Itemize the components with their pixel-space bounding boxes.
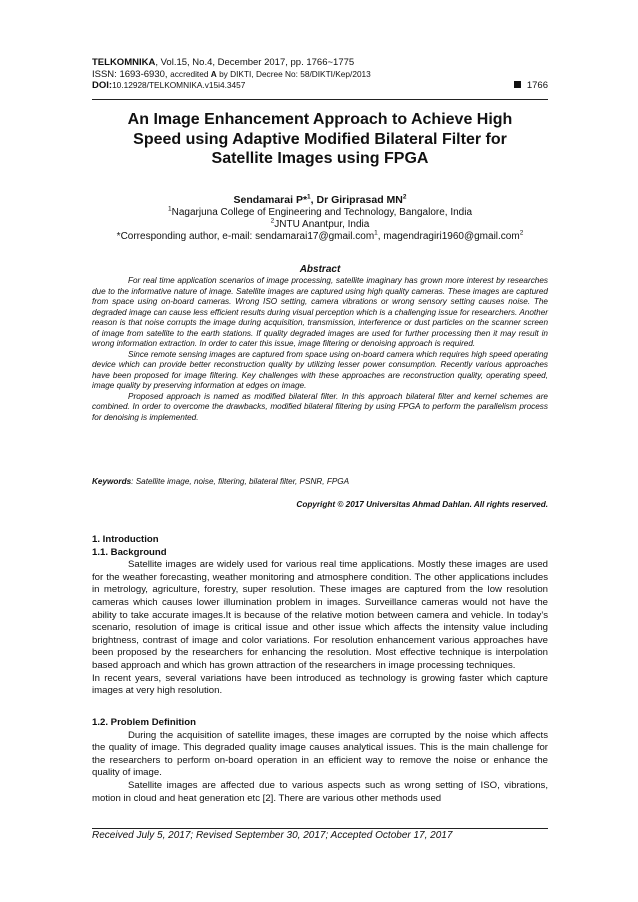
received-dates: Received July 5, 2017; Revised September 30, 2017; Accepted October 17, 2017 [92, 830, 453, 841]
doi-value: 10.12928/TELKOMNIKA.v15i4.3457 [112, 80, 246, 90]
keywords-label: Keywords [92, 477, 132, 486]
abstract-paragraph-2: Since remote sensing images are captured from space using on-board camera which requires high speed operating device which can provide better reconstruction quality by utilizing lesser power consumption. Recently various approaches have been proposed for image filtering. Key challenges with these approaches are reconstruction quality, operating speed, image quality by preserving information at edges on image. [92, 349, 548, 390]
issn: ISSN: 1693-6930, [92, 68, 171, 80]
header-line-1 [92, 57, 548, 69]
header-rule [92, 99, 548, 100]
subsection-heading: 1.2. Problem Definition [92, 717, 196, 728]
keywords-text: : Satellite image, noise, filtering, bilateral filter, PSNR, FPGA [131, 477, 350, 486]
section-heading: 1. Introduction [92, 534, 159, 545]
title-line-3: Satellite Images using FPGA [211, 150, 429, 167]
keywords [92, 477, 548, 486]
author-1: Sendamarai P* [233, 194, 308, 206]
problem-paragraph-2: Satellite images are affected due to various aspects such as wrong setting of ISO, vibrations, motion in cloud and heat generation etc [2]. There are various other methods used [92, 779, 548, 804]
affiliation-1-sup: 1 [167, 205, 172, 213]
affiliation-1-text: Nagarjuna College of Engineering and Technology, Bangalore, India [171, 207, 473, 218]
corresponding-sup-1: 1 [374, 229, 378, 237]
corresponding-sup-2: 2 [519, 229, 524, 237]
page-number: 1766 [526, 80, 548, 91]
subsection-heading: 1.1. Background [92, 546, 167, 558]
accredited-label: accredited [170, 68, 211, 79]
page-number-block [514, 80, 548, 92]
journal-header [92, 57, 548, 92]
copyright: Copyright © 2017 Universitas Ahmad Dahlan. All rights reserved. [296, 500, 548, 509]
abstract-body [92, 276, 548, 423]
dikti-decree: by DIKTI, Decree No: 58/DIKTI/Kep/2013 [216, 68, 371, 79]
header-line-3 [92, 80, 548, 92]
title-line-1: An Image Enhancement Approach to Achieve High [127, 111, 513, 128]
author-block [92, 194, 548, 243]
author-names [92, 194, 548, 206]
doi-label: DOI: [92, 80, 113, 91]
affiliation-2-text: JNTU Anantpur, India [274, 219, 370, 230]
author-2-sup: 2 [402, 193, 407, 201]
problem-paragraph-1: During the acquisition of satellite images, these images are corrupted by the noise which affects the quality of image. This degraded quality image causes analytical issues. This is the main challenge for the researchers to perform on-board operation in an efficient way to remove the noise or enhance the quality of image. [92, 729, 548, 779]
accreditation-grade: A [210, 68, 217, 79]
author-2: , Dr Giriprasad MN [310, 194, 403, 206]
section-introduction [92, 534, 548, 698]
intro-paragraph-1: Satellite images are widely used for various real time applications. Mostly these images are used for the weather forecasting, weather monitoring and atmosphere condition. The other applications includes in metrology, agriculture, forestry, super resolution. These images are captured from the low resolution cameras which causes lower illumination problem in images. Surveillance cameras would not have the ability to take accurate images.It is because of the relative motion between camera and vehicle. In today’s scenario, resolution of image is critical issue and other issue which affects the intensity value including brightness, contrast of image and color variations. For resolution enhancement various approaches have been proposed by the researchers for enhancing the resolution. Most effective technique is interpolation based approach and which has grown attraction of the researchers in image processing techniques. [92, 559, 548, 671]
abstract-paragraph-3: Proposed approach is named as modified bilateral filter. In this approach bilateral filter and kernel schemes are combined. In order to overcome the drawbacks, modified bilateral filtering by using FPGA to perform the parallelism process for denoising is implemented. [92, 391, 548, 422]
paper-title [92, 110, 548, 169]
intro-paragraph-2: In recent years, several variations have been introduced as technology is growing faster which capture images at very high resolution. [92, 672, 548, 697]
journal-name: TELKOMNIKA [92, 57, 156, 68]
section-problem-definition [92, 717, 548, 805]
affiliation-1 [92, 207, 548, 219]
header-line-2 [92, 69, 548, 81]
corresponding-email-2: , magendragiri1960@gmail.com [377, 231, 520, 242]
affiliation-2 [92, 219, 548, 231]
abstract-heading: Abstract [299, 264, 341, 275]
abstract-paragraph-1: For real time application scenarios of image processing, satellite imaginary has grown more interest by researches due to the informative nature of image. Satellite images are captured using high quality cameras. These images are captured from space using on-board cameras. Wrong ISO setting, camera vibrations or wrong sensory setting causes noise. The degraded image can cause less efficient results during visual perception which is a challenging issue for researchers. Another reason is that noise corrupts the image during acquisition, transmission, interference or dust particles on the scanner screen of image from satellite to the earth stations. If quality degraded images are used for further processing then it may result in wrong information extraction. In order to cater this issue, image filtering or denoising approach is required. [92, 276, 548, 348]
title-line-2: Speed using Adaptive Modified Bilateral Filter for [133, 130, 507, 148]
affiliation-2-sup: 2 [270, 217, 275, 225]
corresponding-author [92, 231, 548, 243]
corresponding-email-1: *Corresponding author, e-mail: sendamarai17@gmail.com [116, 231, 375, 242]
footer-rule [92, 828, 548, 829]
square-bullet-icon [514, 81, 521, 88]
journal-issue: , Vol.15, No.4, December 2017, pp. 1766~1775 [155, 57, 355, 68]
author-1-sup: 1 [307, 193, 311, 201]
